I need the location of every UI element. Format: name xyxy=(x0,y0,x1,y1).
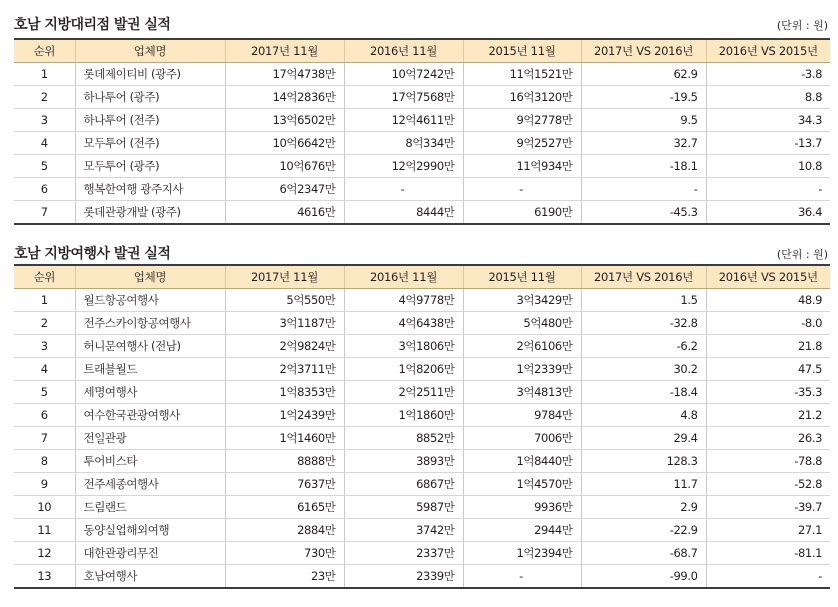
table-row xyxy=(14,132,830,155)
change-rate-cell: 36.4 xyxy=(706,201,830,225)
change-rate-cell: 2.9 xyxy=(581,496,706,519)
change-rate-cell: - xyxy=(706,565,830,589)
section-title: 호남 지방여행사 발권 실적 xyxy=(14,246,171,262)
column-header: 2017년 11월 xyxy=(225,39,344,63)
column-header: 2017년 VS 2016년 xyxy=(581,265,706,289)
company-name-cell: 모두투어 (전주) xyxy=(75,132,225,155)
company-name-cell: 전주스카이항공여행사 xyxy=(75,312,225,335)
change-rate-cell: -78.8 xyxy=(706,450,830,473)
sales-cell: 9784만 xyxy=(463,404,581,427)
change-rate-cell: -13.7 xyxy=(706,132,830,155)
sales-cell: 4억6438만 xyxy=(344,312,463,335)
change-rate-cell: -81.1 xyxy=(706,542,830,565)
sales-cell: 1억2394만 xyxy=(463,542,581,565)
change-rate-cell: 27.1 xyxy=(706,519,830,542)
sales-cell: 2337만 xyxy=(344,542,463,565)
rank-cell: 1 xyxy=(14,63,75,86)
sales-cell: 6억2347만 xyxy=(225,178,344,201)
company-name-cell: 전주세종여행사 xyxy=(75,473,225,496)
sales-cell: 3억1806만 xyxy=(344,335,463,358)
rank-cell: 6 xyxy=(14,178,75,201)
column-header: 2017년 11월 xyxy=(225,265,344,289)
change-rate-cell: 48.9 xyxy=(706,289,830,312)
rank-cell: 11 xyxy=(14,519,75,542)
change-rate-cell: 11.7 xyxy=(581,473,706,496)
sales-cell: 730만 xyxy=(225,542,344,565)
sales-cell: 3억3429만 xyxy=(463,289,581,312)
sales-cell: 8444만 xyxy=(344,201,463,225)
sales-cell: 6867만 xyxy=(344,473,463,496)
sales-cell: 1억8206만 xyxy=(344,358,463,381)
sales-cell: 1억8353만 xyxy=(225,381,344,404)
sales-cell: 4616만 xyxy=(225,201,344,225)
rank-cell: 5 xyxy=(14,155,75,178)
sales-cell: 6190만 xyxy=(463,201,581,225)
table-row xyxy=(14,404,830,427)
table-row xyxy=(14,565,830,589)
sales-cell: 9억2527만 xyxy=(463,132,581,155)
change-rate-cell: 32.7 xyxy=(581,132,706,155)
table-row xyxy=(14,450,830,473)
table-row xyxy=(14,519,830,542)
table-row xyxy=(14,155,830,178)
sales-cell: 2884만 xyxy=(225,519,344,542)
agency-table xyxy=(14,264,830,589)
sales-cell: 1억8440만 xyxy=(463,450,581,473)
sales-cell: 10억7242만 xyxy=(344,63,463,86)
change-rate-cell: -6.2 xyxy=(581,335,706,358)
change-rate-cell: -99.0 xyxy=(581,565,706,589)
table-row xyxy=(14,381,830,404)
sales-cell: 10억676만 xyxy=(225,155,344,178)
sales-cell: - xyxy=(463,178,581,201)
change-rate-cell: -52.8 xyxy=(706,473,830,496)
rank-cell: 3 xyxy=(14,335,75,358)
change-rate-cell: -3.8 xyxy=(706,63,830,86)
column-header: 순위 xyxy=(14,265,75,289)
column-header: 2017년 VS 2016년 xyxy=(581,39,706,63)
change-rate-cell: -18.4 xyxy=(581,381,706,404)
rank-cell: 5 xyxy=(14,381,75,404)
table-row xyxy=(14,201,830,225)
sales-cell: 23만 xyxy=(225,565,344,589)
sales-cell: 3억1187만 xyxy=(225,312,344,335)
change-rate-cell: -45.3 xyxy=(581,201,706,225)
change-rate-cell: -32.8 xyxy=(581,312,706,335)
change-rate-cell: 10.8 xyxy=(706,155,830,178)
rank-cell: 3 xyxy=(14,109,75,132)
table-row xyxy=(14,312,830,335)
change-rate-cell: 8.8 xyxy=(706,86,830,109)
column-header: 2016년 11월 xyxy=(344,39,463,63)
table-row xyxy=(14,178,830,201)
column-header: 2016년 VS 2015년 xyxy=(706,39,830,63)
company-name-cell: 호남여행사 xyxy=(75,565,225,589)
table-row xyxy=(14,542,830,565)
unit-label: (단위 : 원) xyxy=(776,248,828,261)
sales-cell: 2944만 xyxy=(463,519,581,542)
sales-cell: - xyxy=(463,565,581,589)
column-header: 업체명 xyxy=(75,265,225,289)
change-rate-cell: 62.9 xyxy=(581,63,706,86)
sales-cell: 12억4611만 xyxy=(344,109,463,132)
change-rate-cell: 21.8 xyxy=(706,335,830,358)
change-rate-cell: 34.3 xyxy=(706,109,830,132)
company-name-cell: 여수한국관광여행사 xyxy=(75,404,225,427)
table-row xyxy=(14,335,830,358)
table-row xyxy=(14,63,830,86)
change-rate-cell: - xyxy=(581,178,706,201)
company-name-cell: 대한관광리무진 xyxy=(75,542,225,565)
sales-cell: 2억2511만 xyxy=(344,381,463,404)
sales-cell: 3893만 xyxy=(344,450,463,473)
rank-cell: 7 xyxy=(14,427,75,450)
change-rate-cell: 9.5 xyxy=(581,109,706,132)
change-rate-cell: 47.5 xyxy=(706,358,830,381)
rank-cell: 10 xyxy=(14,496,75,519)
table-row xyxy=(14,496,830,519)
sales-cell: 13억6502만 xyxy=(225,109,344,132)
sales-cell: 12억2990만 xyxy=(344,155,463,178)
sales-cell: 1억2339만 xyxy=(463,358,581,381)
table-row xyxy=(14,358,830,381)
change-rate-cell: 1.5 xyxy=(581,289,706,312)
table-header xyxy=(14,39,830,63)
company-name-cell: 전일관광 xyxy=(75,427,225,450)
rank-cell: 4 xyxy=(14,358,75,381)
rank-cell: 8 xyxy=(14,450,75,473)
sales-cell: 3742만 xyxy=(344,519,463,542)
company-name-cell: 드림랜드 xyxy=(75,496,225,519)
rank-cell: 4 xyxy=(14,132,75,155)
change-rate-cell: 29.4 xyxy=(581,427,706,450)
column-header: 2015년 11월 xyxy=(463,39,581,63)
change-rate-cell: -68.7 xyxy=(581,542,706,565)
change-rate-cell: -8.0 xyxy=(706,312,830,335)
change-rate-cell: -18.1 xyxy=(581,155,706,178)
sales-cell: 1억1860만 xyxy=(344,404,463,427)
sales-cell: 2억6106만 xyxy=(463,335,581,358)
change-rate-cell: 30.2 xyxy=(581,358,706,381)
company-name-cell: 트래블월드 xyxy=(75,358,225,381)
rank-cell: 7 xyxy=(14,201,75,225)
column-header: 2016년 VS 2015년 xyxy=(706,265,830,289)
rank-cell: 2 xyxy=(14,312,75,335)
sales-cell: 1억2439만 xyxy=(225,404,344,427)
sales-cell: 10억6642만 xyxy=(225,132,344,155)
table-row xyxy=(14,427,830,450)
sales-cell: 9억2778만 xyxy=(463,109,581,132)
table-row xyxy=(14,109,830,132)
company-name-cell: 허니문여행사 (전남) xyxy=(75,335,225,358)
sales-cell: 1억1460만 xyxy=(225,427,344,450)
rank-cell: 9 xyxy=(14,473,75,496)
sales-cell: 2339만 xyxy=(344,565,463,589)
column-header: 순위 xyxy=(14,39,75,63)
rank-cell: 1 xyxy=(14,289,75,312)
sales-cell: 5987만 xyxy=(344,496,463,519)
sales-cell: 6165만 xyxy=(225,496,344,519)
table-row xyxy=(14,289,830,312)
table-header xyxy=(14,265,830,289)
company-name-cell: 하나투어 (전주) xyxy=(75,109,225,132)
company-name-cell: 롯데제이티비 (광주) xyxy=(75,63,225,86)
rank-cell: 13 xyxy=(14,565,75,589)
column-header: 업체명 xyxy=(75,39,225,63)
company-name-cell: 월드항공여행사 xyxy=(75,289,225,312)
company-name-cell: 투어비스타 xyxy=(75,450,225,473)
sales-cell: 1억4570만 xyxy=(463,473,581,496)
sales-cell: 11억934만 xyxy=(463,155,581,178)
sales-cell: 2억3711만 xyxy=(225,358,344,381)
sales-cell: 7006만 xyxy=(463,427,581,450)
sales-cell: 3억4813만 xyxy=(463,381,581,404)
table-row xyxy=(14,473,830,496)
company-name-cell: 하나투어 (광주) xyxy=(75,86,225,109)
company-name-cell: 모두투어 (광주) xyxy=(75,155,225,178)
rank-cell: 6 xyxy=(14,404,75,427)
company-name-cell: 롯데관광개발 (광주) xyxy=(75,201,225,225)
change-rate-cell: 26.3 xyxy=(706,427,830,450)
sales-cell: 8852만 xyxy=(344,427,463,450)
change-rate-cell: -22.9 xyxy=(581,519,706,542)
change-rate-cell: 128.3 xyxy=(581,450,706,473)
sales-cell: 17억7568만 xyxy=(344,86,463,109)
change-rate-cell: 21.2 xyxy=(706,404,830,427)
sales-cell: 16억3120만 xyxy=(463,86,581,109)
change-rate-cell: -39.7 xyxy=(706,496,830,519)
sales-cell: 9936만 xyxy=(463,496,581,519)
change-rate-cell: - xyxy=(706,178,830,201)
section-title: 호남 지방대리점 발권 실적 xyxy=(14,17,171,33)
sales-cell: 11억1521만 xyxy=(463,63,581,86)
sales-cell: 8억334만 xyxy=(344,132,463,155)
company-name-cell: 동양실업해외여행 xyxy=(75,519,225,542)
sales-cell: 17억4738만 xyxy=(225,63,344,86)
change-rate-cell: -35.3 xyxy=(706,381,830,404)
sales-cell: 14억2836만 xyxy=(225,86,344,109)
sales-cell: 5억480만 xyxy=(463,312,581,335)
company-name-cell: 행복한여행 광주지사 xyxy=(75,178,225,201)
change-rate-cell: -19.5 xyxy=(581,86,706,109)
change-rate-cell: 4.8 xyxy=(581,404,706,427)
sales-cell: 8888만 xyxy=(225,450,344,473)
column-header: 2016년 11월 xyxy=(344,265,463,289)
company-name-cell: 세명여행사 xyxy=(75,381,225,404)
dealer-table xyxy=(14,38,830,225)
column-header: 2015년 11월 xyxy=(463,265,581,289)
sales-cell: 7637만 xyxy=(225,473,344,496)
unit-label: (단위 : 원) xyxy=(776,19,828,32)
sales-cell: 5억550만 xyxy=(225,289,344,312)
sales-cell: 4억9778만 xyxy=(344,289,463,312)
rank-cell: 2 xyxy=(14,86,75,109)
table-row xyxy=(14,86,830,109)
sales-cell: - xyxy=(344,178,463,201)
sales-cell: 2억9824만 xyxy=(225,335,344,358)
rank-cell: 12 xyxy=(14,542,75,565)
